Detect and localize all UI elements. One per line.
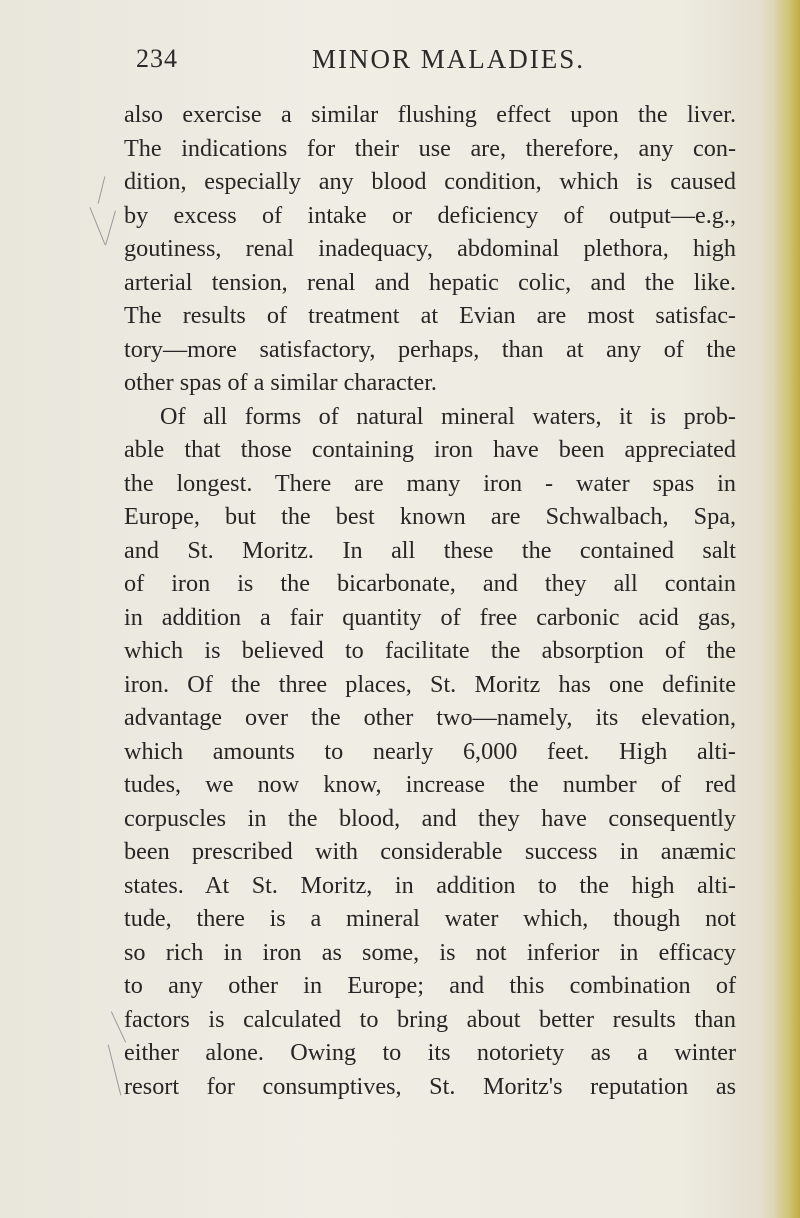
body-text: [124, 98, 736, 1103]
text-line: also exercise a similar flushing effect upon the liver.: [124, 101, 736, 128]
text-line: Europe, but the best known are Schwalbach, Spa,: [124, 503, 736, 530]
text-line: tudes, we now know, increase the number of red: [124, 771, 736, 798]
text-line: dition, especially any blood condition, which is caused: [124, 168, 736, 195]
pencil-mark: [90, 207, 106, 244]
page-edge-discoloration: [774, 0, 800, 1218]
text-line: been prescribed with considerable success in anæmic: [124, 838, 736, 865]
text-line: corpuscles in the blood, and they have consequently: [124, 804, 736, 832]
text-line: to any other in Europe; and this combination of: [124, 972, 736, 999]
text-line: goutiness, renal inadequacy, abdominal plethora, high: [124, 235, 736, 262]
running-title: MINOR MALADIES.: [312, 44, 585, 74]
text-line: iron. Of the three places, St. Moritz has one definite: [124, 670, 736, 698]
text-line: by excess of intake or deficiency of output—e.g.,: [124, 201, 736, 229]
text-line: in addition a fair quantity of free carbonic acid gas,: [124, 603, 736, 631]
text-line: of iron is the bicarbonate, and they all contain: [124, 570, 736, 597]
text-line: advantage over the other two—namely, its elevation,: [124, 704, 736, 731]
text-line: The indications for their use are, therefore, any con-: [124, 134, 736, 162]
text-line: factors is calculated to bring about better results than: [124, 1005, 736, 1033]
text-line: tory—more satisfactory, perhaps, than at any of the: [124, 335, 736, 363]
text-line: states. At St. Moritz, in addition to the high alti-: [124, 871, 736, 899]
text-line: The results of treatment at Evian are most satisfac-: [124, 302, 736, 329]
text-line: arterial tension, renal and hepatic colic, and the like.: [124, 268, 736, 296]
pencil-mark: [98, 176, 106, 203]
text-line: Of all forms of natural mineral waters, it is prob-: [160, 402, 736, 430]
page-number: 234: [136, 44, 178, 73]
pencil-mark: [105, 211, 116, 246]
text-line: and St. Moritz. In all these the contained salt: [124, 536, 736, 564]
text-line: either alone. Owing to its notoriety as a winter: [124, 1039, 736, 1066]
text-line: which amounts to nearly 6,000 feet. High alti-: [124, 737, 736, 765]
text-line: which is believed to facilitate the absorption of the: [124, 637, 736, 664]
text-line: other spas of a similar character.: [124, 369, 437, 396]
text-line: so rich in iron as some, is not inferior in efficacy: [124, 938, 736, 966]
text-line: able that those containing iron have been appreciated: [124, 436, 736, 463]
text-line: resort for consumptives, St. Moritz's reputation as: [124, 1072, 736, 1100]
pencil-mark: [108, 1045, 122, 1096]
text-line: the longest. There are many iron - water spas in: [124, 469, 736, 497]
page-header: [136, 44, 736, 88]
text-line: tude, there is a mineral water which, though not: [124, 905, 736, 932]
